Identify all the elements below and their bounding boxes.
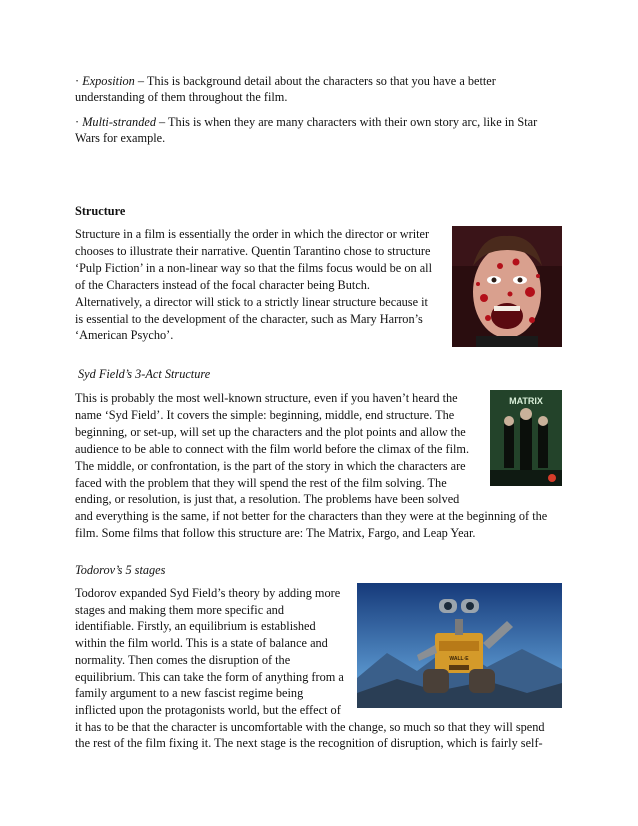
- definition-text-line: Wars for example.: [75, 131, 166, 145]
- structure-line: is essential to the development of the character, such as Mary Harron’s: [75, 311, 423, 326]
- definition-text: – This is background detail about the characters so that you have a better: [134, 74, 496, 88]
- syd-field-line: faced with the problem that they will spend the rest of the film solving. The: [75, 475, 447, 490]
- bullet: ·: [75, 115, 80, 129]
- syd-field-line: The middle, or confrontation, is the part of the story in which the characters are: [75, 458, 466, 473]
- syd-field-line: ending, or resolution, is just that, a resolution. The problems have been solved: [75, 492, 460, 507]
- todorov-line: it has to be that the character is uncomfortable with the change, so much so that they will spend: [75, 719, 545, 734]
- syd-field-line: and everything is the same, if not better for the characters than they were at the beginning of the: [75, 509, 548, 524]
- todorov-line: equilibrium. This can take the form of anything from a: [75, 669, 344, 684]
- definition-item: [75, 114, 537, 130]
- todorov-line: the rest of the film fixing it. The next stage is the recognition of disruption, which is fairly self-: [75, 736, 543, 751]
- syd-field-heading: Syd Field’s 3-Act Structure: [78, 367, 211, 381]
- wall-e-image: [357, 583, 562, 708]
- todorov-line: inflicted upon the protagonists world, but the effect of: [75, 702, 341, 717]
- syd-field-line: film. Some films that follow this structure are: The Matrix, Fargo, and Leap Year.: [75, 526, 476, 541]
- bullet: ·: [75, 74, 80, 88]
- todorov-line: identifiable. Firstly, an equilibrium is established: [75, 619, 316, 634]
- syd-field-line: audience to be able to connect with the film world before the climax of the film.: [75, 441, 470, 456]
- todorov-line: family argument to a new fascist regime being: [75, 686, 304, 701]
- structure-line: ‘Pulp Fiction’ in a non-linear way so that the films focus would be on all: [75, 260, 432, 275]
- matrix-poster-title: MATRIX: [509, 396, 543, 406]
- matrix-poster-image: [490, 390, 562, 486]
- todorov-line: within the film world. This is a state of balance and: [75, 636, 328, 651]
- todorov-line: Todorov expanded Syd Field’s theory by adding more: [75, 586, 341, 600]
- structure-heading: Structure: [75, 204, 126, 218]
- syd-field-line: beginning, or set-up, will set up the characters and the plot points and allow the: [75, 424, 466, 439]
- structure-line: of the Characters instead of the focal character being Butch.: [75, 277, 370, 292]
- syd-field-line: This is probably the most well-known structure, even if you haven’t heard the: [75, 391, 458, 405]
- american-psycho-image: [452, 226, 562, 347]
- definition-text: – This is when they are many characters with their own story arc, like in Star: [155, 115, 538, 129]
- structure-line: ‘American Psycho’.: [75, 328, 174, 343]
- todorov-line: normality. Then comes the disruption of the: [75, 652, 291, 667]
- definition-term: Multi-stranded: [82, 115, 156, 129]
- structure-line: Structure in a film is essentially the order in which the director or writer: [75, 227, 430, 241]
- definition-term: Exposition: [82, 74, 135, 88]
- wall-e-label: WALL·E: [449, 656, 469, 662]
- structure-line: chooses to illustrate their narrative. Quentin Tarantino chose to structure: [75, 243, 431, 258]
- syd-field-line: name ‘Syd Field’. It covers the simple: beginning, middle, end structure. The: [75, 407, 455, 422]
- definition-item: [75, 73, 496, 89]
- structure-line: Alternatively, a director will stick to a strictly linear structure because it: [75, 294, 428, 309]
- todorov-line: stages and making them more specific and: [75, 602, 284, 617]
- definition-text-line: understanding of them throughout the film.: [75, 90, 288, 104]
- todorov-heading: Todorov’s 5 stages: [75, 563, 166, 577]
